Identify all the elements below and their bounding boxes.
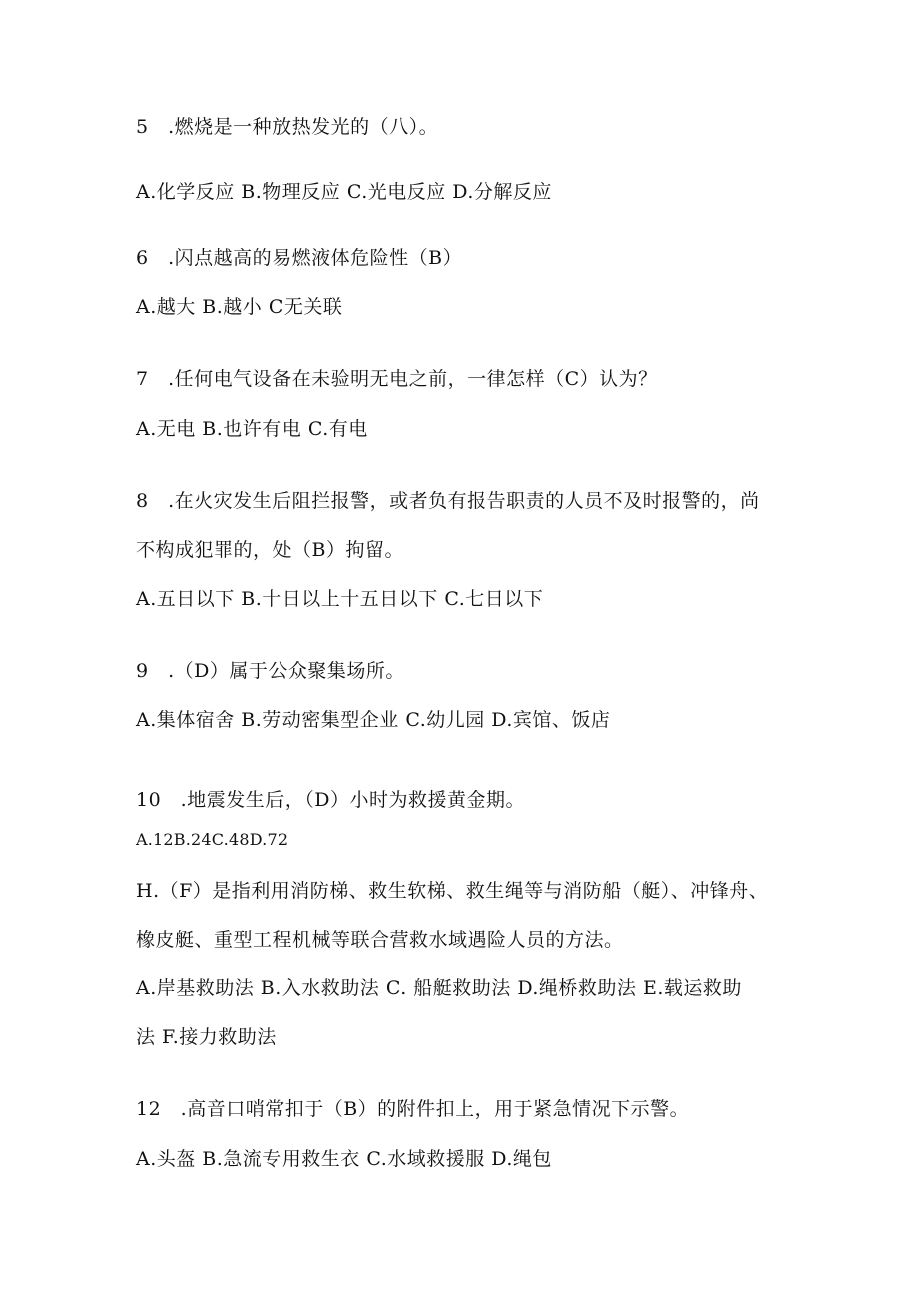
question-8-options: A.五日以下 B.十日以上十五日以下 C.七日以下 bbox=[136, 588, 544, 610]
question-11-text-line2: 橡皮艇、重型工程机械等联合营救水域遇险人员的方法。 bbox=[136, 929, 624, 951]
question-5-options: A.化学反应 B.物理反应 C.光电反应 D.分解反应 bbox=[136, 181, 552, 203]
question-10-options: A.12B.24C.48D.72 bbox=[136, 830, 289, 849]
question-9-options: A.集体宿舍 B.劳动密集型企业 C.幼儿园 D.宾馆、饭店 bbox=[136, 709, 611, 731]
question-8-text-line2: 不构成犯罪的，处（B）拘留。 bbox=[136, 539, 404, 561]
question-12-text: 12 .高音口哨常扣于（B）的附件扣上，用于紧急情况下示警。 bbox=[136, 1098, 690, 1120]
question-6-text: 6 .闪点越高的易燃液体危险性（B） bbox=[136, 247, 463, 269]
question-10-text: 10 .地震发生后，（D）小时为救援黄金期。 bbox=[136, 789, 525, 811]
question-8-text-line1: 8 .在火灾发生后阻拦报警，或者负有报告职责的人员不及时报警的，尚 bbox=[136, 490, 760, 512]
question-7-text: 7 .任何电气设备在未验明无电之前，一律怎样（C）认为？ bbox=[136, 368, 658, 390]
question-7-options: A.无电 B.也许有电 C.有电 bbox=[136, 418, 368, 440]
question-5-text: 5 .燃烧是一种放热发光的（八）。 bbox=[136, 116, 439, 138]
question-11-options-line2: 法 F.接力救助法 bbox=[136, 1026, 277, 1048]
question-11-text-line1: H.（F）是指利用消防梯、救生软梯、救生绳等与消防船（艇）、冲锋舟、 bbox=[136, 880, 769, 902]
question-11-options-line1: A.岸基救助法 B.入水救助法 C. 船艇救助法 D.绳桥救助法 E.载运救助 bbox=[136, 977, 742, 999]
question-6-options: A.越大 B.越小 C无关联 bbox=[136, 296, 343, 318]
question-12-options: A.头盔 B.急流专用救生衣 C.水域救援服 D.绳包 bbox=[136, 1148, 552, 1170]
question-9-text: 9 .（D）属于公众聚集场所。 bbox=[136, 660, 405, 682]
